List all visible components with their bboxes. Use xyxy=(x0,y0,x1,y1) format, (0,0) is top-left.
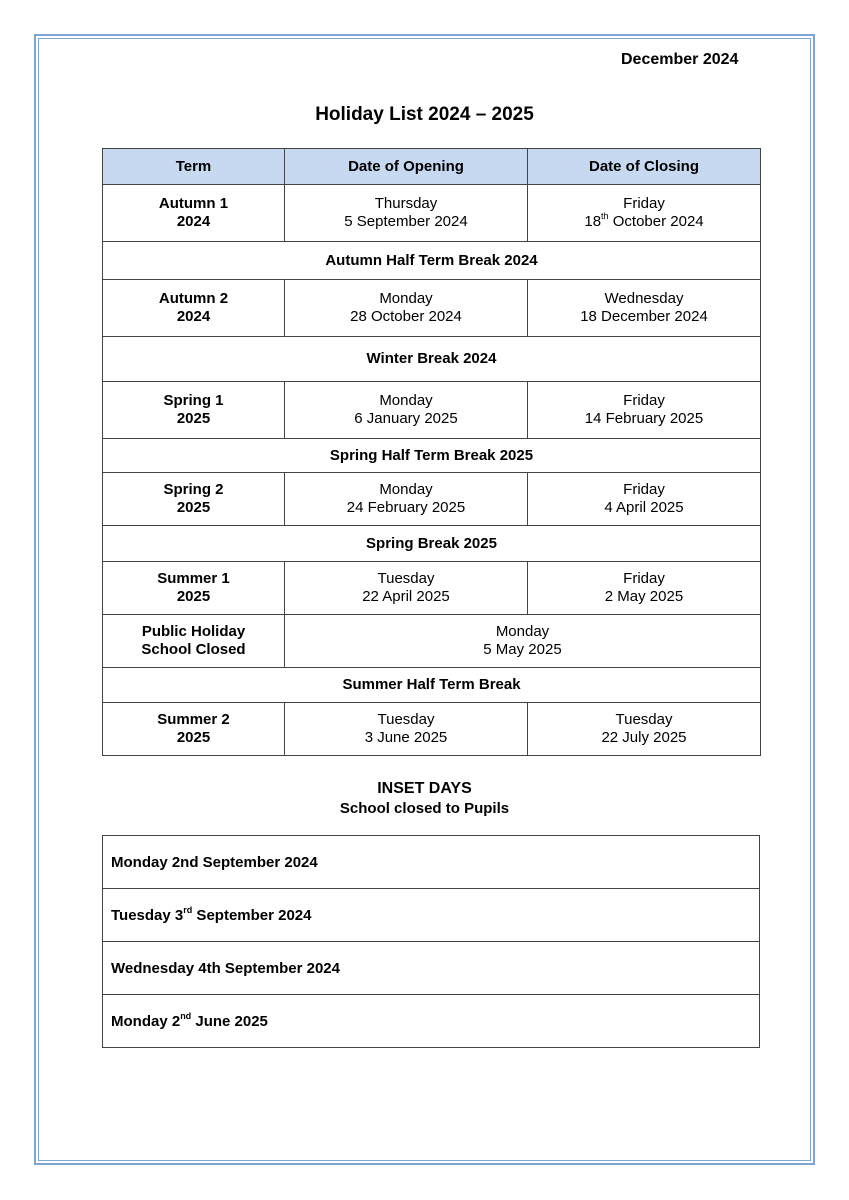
opening-day: Monday xyxy=(379,290,433,307)
opening-day: Tuesday xyxy=(377,570,435,587)
inset-days-subheading: School closed to Pupils xyxy=(339,800,510,817)
table-row xyxy=(103,382,761,439)
ordinal-suffix: nd xyxy=(180,1010,192,1021)
term-cell xyxy=(103,562,285,615)
closing-date: 4 April 2025 xyxy=(604,499,684,516)
opening-day: Monday xyxy=(379,481,433,498)
term-name: Autumn 1 xyxy=(158,195,229,212)
term-cell xyxy=(103,703,285,756)
holiday-date: 5 May 2025 xyxy=(483,641,562,658)
term-name: Autumn 2 xyxy=(158,290,229,307)
closing-date xyxy=(532,213,756,231)
closing-day: Wednesday xyxy=(604,290,684,307)
opening-date: 3 June 2025 xyxy=(364,729,448,746)
opening-date: 24 February 2025 xyxy=(346,499,466,516)
term-name: Public Holiday xyxy=(141,623,246,640)
closing-date: 22 July 2025 xyxy=(601,729,687,746)
closing-date-day: 18 xyxy=(584,213,602,230)
document-date: December 2024 xyxy=(621,51,739,68)
term-name: Summer 1 xyxy=(157,570,230,587)
closing-day: Friday xyxy=(623,570,665,587)
term-name: Spring 1 xyxy=(163,392,224,409)
opening-cell xyxy=(285,473,528,526)
opening-cell xyxy=(285,703,528,756)
inset-row xyxy=(103,836,760,889)
inset-day-text: Monday 2nd September 2024 xyxy=(111,853,318,871)
opening-cell xyxy=(285,382,528,439)
table-row xyxy=(103,703,761,756)
inset-day xyxy=(103,836,760,889)
break-label: Winter Break 2024 xyxy=(103,337,761,382)
closing-date-rest: October 2024 xyxy=(608,213,704,230)
inset-days-heading: INSET DAYS xyxy=(377,780,472,797)
closing-day: Tuesday xyxy=(615,711,673,728)
term-note: School Closed xyxy=(141,641,246,658)
page-title: Holiday List 2024 – 2025 xyxy=(315,104,534,125)
inset-row xyxy=(103,889,760,942)
term-name: Spring 2 xyxy=(163,481,224,498)
inset-row xyxy=(103,942,760,995)
opening-cell xyxy=(285,185,528,242)
closing-day: Friday xyxy=(623,481,665,498)
term-cell xyxy=(103,382,285,439)
inset-day-text-rest: June 2025 xyxy=(191,1012,268,1030)
opening-day: Tuesday xyxy=(377,711,435,728)
term-cell xyxy=(103,280,285,337)
break-label: Summer Half Term Break xyxy=(103,668,761,703)
table-header-row xyxy=(103,149,761,185)
opening-cell xyxy=(285,562,528,615)
closing-date: 2 May 2025 xyxy=(604,588,684,605)
opening-date: 22 April 2025 xyxy=(362,588,450,605)
opening-date: 5 September 2024 xyxy=(344,213,468,230)
table-row xyxy=(103,185,761,242)
column-header-closing: Date of Closing xyxy=(528,149,761,185)
term-year: 2024 xyxy=(176,308,211,325)
inset-day-text: Tuesday 3 xyxy=(111,906,184,924)
table-row xyxy=(103,615,761,668)
opening-day: Monday xyxy=(379,392,433,409)
opening-cell xyxy=(285,280,528,337)
break-row xyxy=(103,526,761,562)
column-header-term: Term xyxy=(103,149,285,185)
opening-date: 28 October 2024 xyxy=(350,308,462,325)
public-holiday-cell xyxy=(285,615,761,668)
inset-day xyxy=(103,995,760,1048)
closing-cell xyxy=(528,473,761,526)
opening-date: 6 January 2025 xyxy=(354,410,458,427)
opening-day: Thursday xyxy=(374,195,438,212)
inset-days-table xyxy=(102,835,760,1048)
term-cell xyxy=(103,185,285,242)
term-year: 2025 xyxy=(176,410,211,427)
break-row xyxy=(103,337,761,382)
term-year: 2025 xyxy=(176,729,211,746)
closing-cell xyxy=(528,280,761,337)
break-label: Spring Break 2025 xyxy=(103,526,761,562)
closing-day: Friday xyxy=(623,392,665,409)
closing-date: 14 February 2025 xyxy=(584,410,704,427)
inset-day xyxy=(103,942,760,995)
closing-cell xyxy=(528,703,761,756)
closing-date: 18 December 2024 xyxy=(580,308,708,325)
inset-day-text: Wednesday 4th September 2024 xyxy=(111,959,340,977)
table-row xyxy=(103,280,761,337)
inset-row xyxy=(103,995,760,1048)
break-row xyxy=(103,439,761,473)
inset-day xyxy=(103,889,760,942)
closing-cell xyxy=(528,185,761,242)
holiday-day: Monday xyxy=(495,623,550,640)
break-label: Autumn Half Term Break 2024 xyxy=(103,242,761,280)
break-row xyxy=(103,242,761,280)
term-year: 2024 xyxy=(176,213,211,230)
column-header-opening: Date of Opening xyxy=(285,149,528,185)
closing-cell xyxy=(528,562,761,615)
term-year: 2025 xyxy=(176,499,211,516)
break-row xyxy=(103,668,761,703)
term-year: 2025 xyxy=(176,588,211,605)
term-cell xyxy=(103,615,285,668)
closing-day: Friday xyxy=(623,195,665,212)
holiday-table xyxy=(102,148,761,756)
term-cell xyxy=(103,473,285,526)
term-name: Summer 2 xyxy=(157,711,230,728)
ordinal-suffix: rd xyxy=(183,904,193,915)
ordinal-suffix: th xyxy=(601,211,609,221)
inset-day-text-rest: September 2024 xyxy=(192,906,312,924)
table-row xyxy=(103,562,761,615)
inset-day-text: Monday 2 xyxy=(111,1012,181,1030)
table-row xyxy=(103,473,761,526)
break-label: Spring Half Term Break 2025 xyxy=(103,439,761,473)
closing-cell xyxy=(528,382,761,439)
